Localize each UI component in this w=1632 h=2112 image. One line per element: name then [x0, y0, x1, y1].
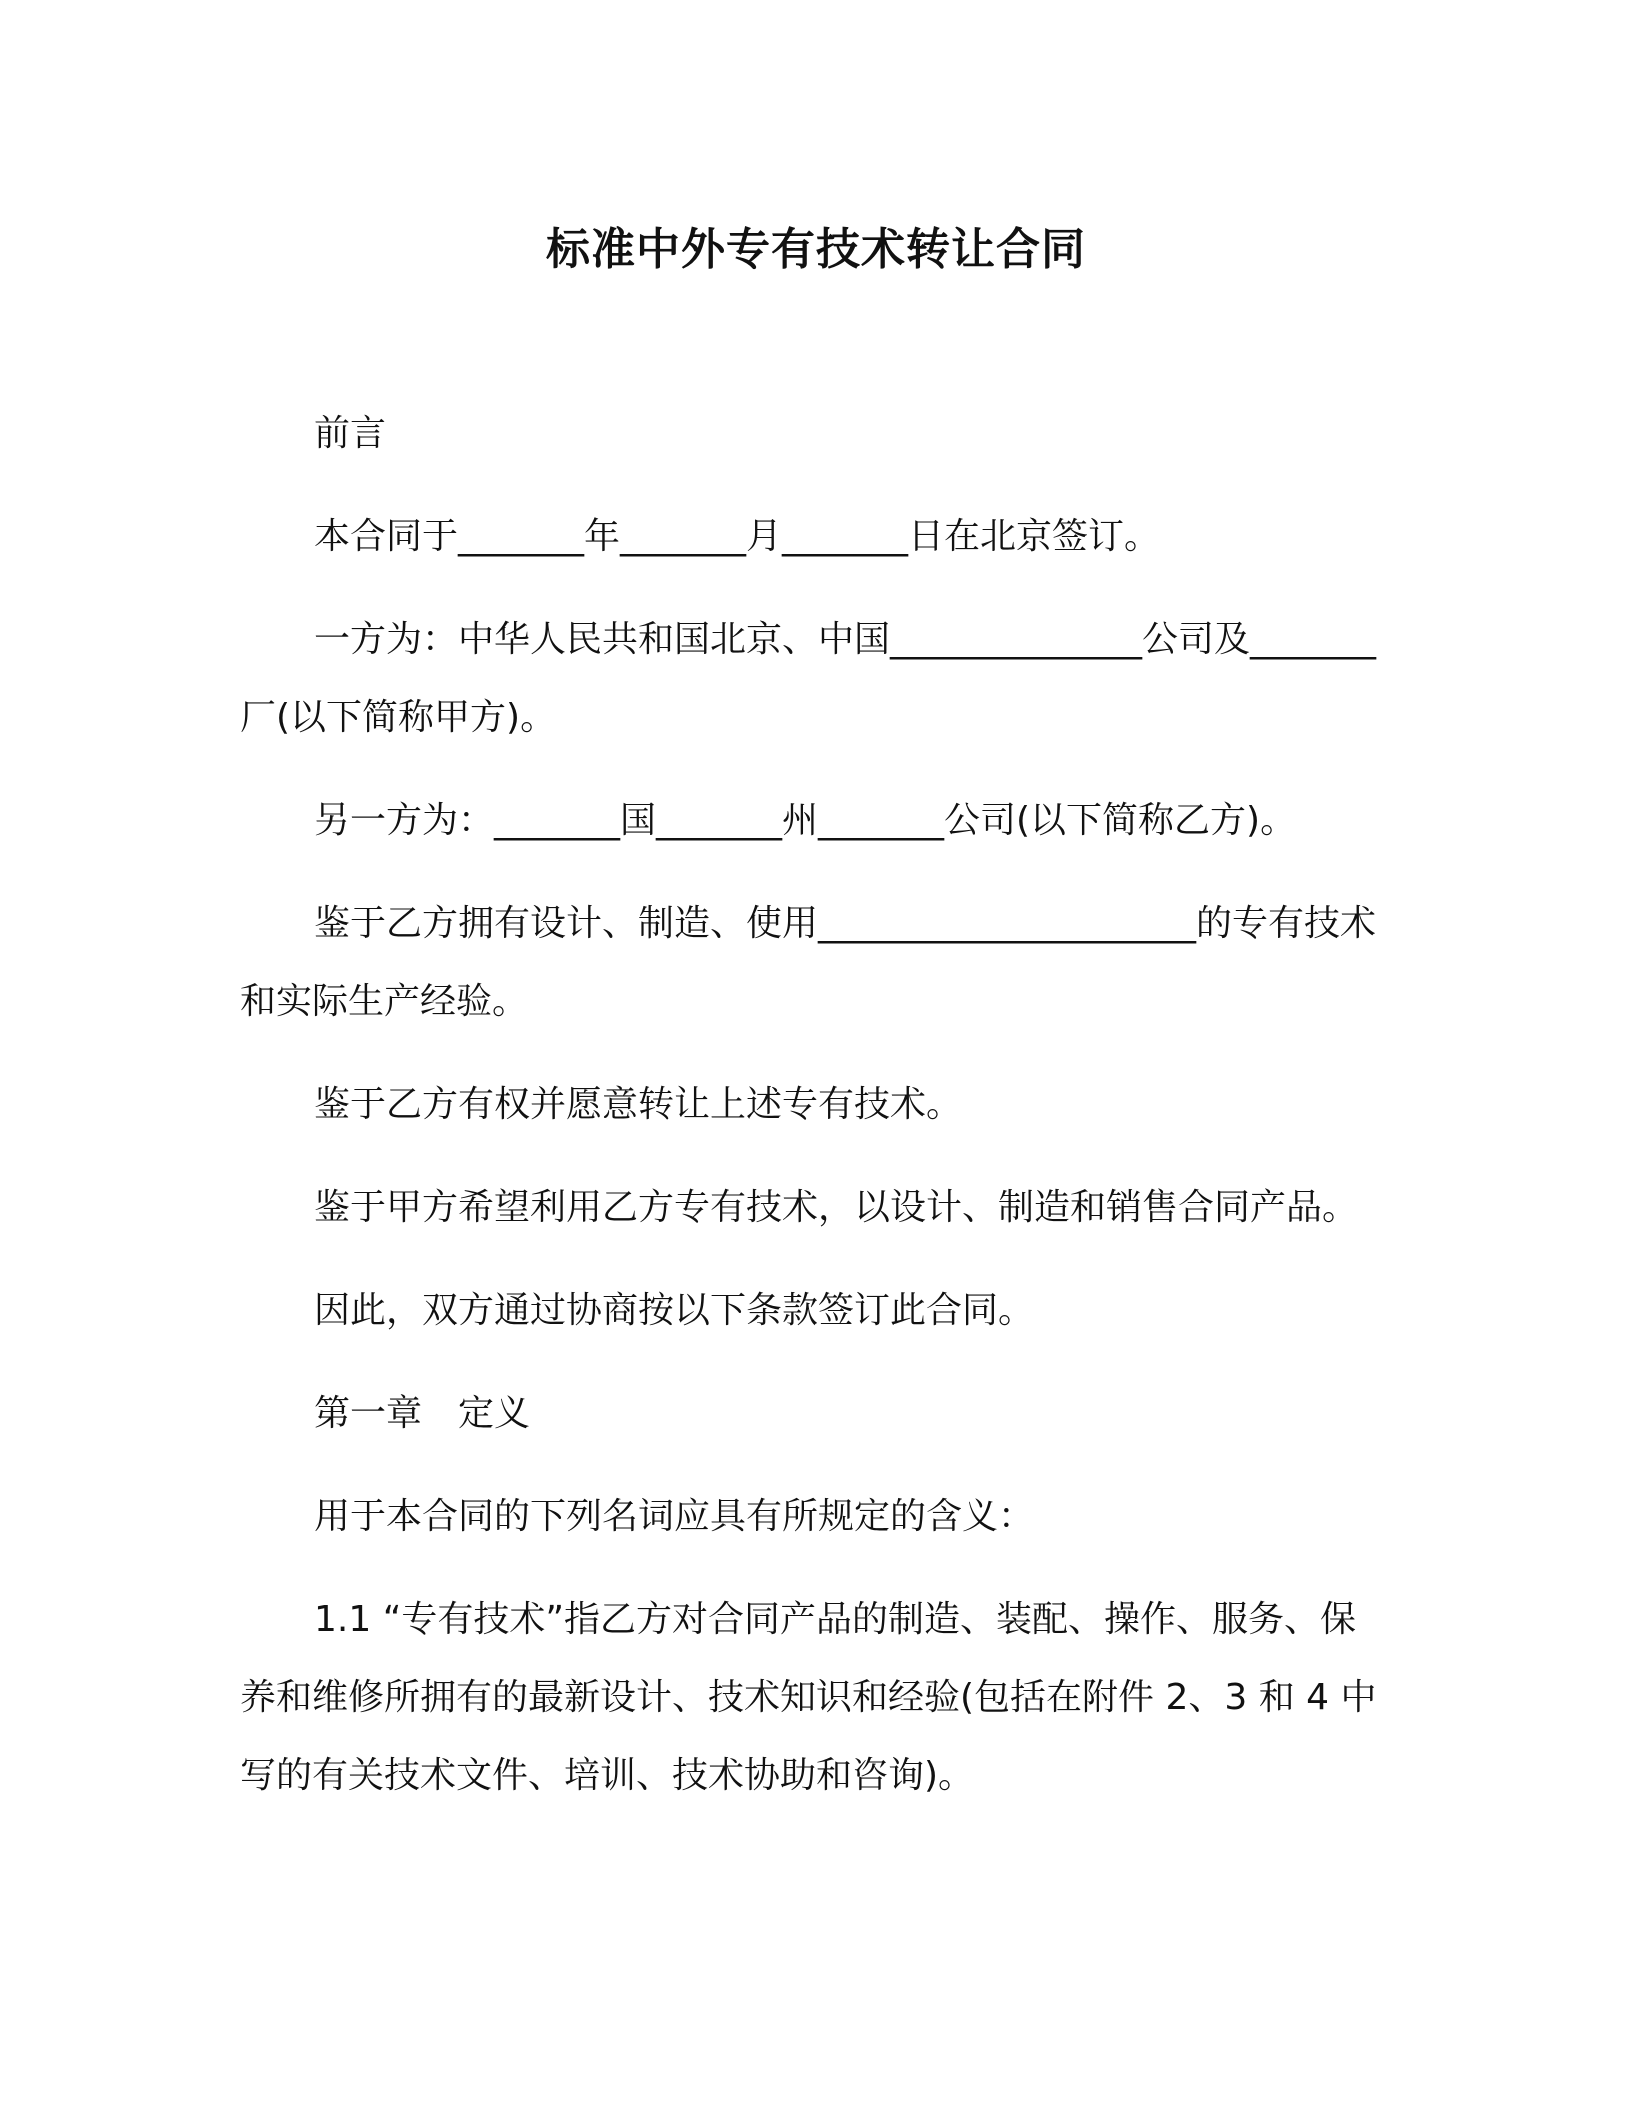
chapter-heading: 第一章 定义 [314, 1393, 531, 1434]
paragraph-signing-date: 本合同于_______年_______月_______日在北京签订。 [314, 516, 1161, 557]
paragraph-party-a: 一方为：中华人民共和国北京、中国______________公司及_______厂(以下简称甲方)。 [240, 619, 1377, 738]
paragraph-definition-1-1: 1.1 “专有技术”指乙方对合同产品的制造、装配、操作、服务、保养和维修所拥有的最新设计、技术知识和经验(包括在附件 2、3 和 4 中写的有关技术文件、培训、技术协助和咨询)。 [240, 1599, 1377, 1796]
document-body [240, 395, 1385, 1840]
paragraph-whereas-2: 鉴于乙方有权并愿意转让上述专有技术。 [314, 1084, 963, 1125]
document-title: 标准中外专有技术转让合同 [546, 224, 1086, 275]
paragraph-whereas-3: 鉴于甲方希望利用乙方专有技术，以设计、制造和销售合同产品。 [314, 1187, 1359, 1228]
paragraph-party-b: 另一方为：_______国_______州_______公司(以下简称乙方)。 [314, 800, 1297, 841]
paragraph-therefore: 因此，双方通过协商按以下条款签订此合同。 [314, 1290, 1035, 1331]
paragraph-whereas-1: 鉴于乙方拥有设计、制造、使用_____________________的专有技术和实际生产经验。 [240, 903, 1377, 1022]
paragraph-preface: 前言 [314, 413, 387, 454]
paragraph-definitions-intro: 用于本合同的下列名词应具有所规定的含义： [314, 1496, 1035, 1537]
